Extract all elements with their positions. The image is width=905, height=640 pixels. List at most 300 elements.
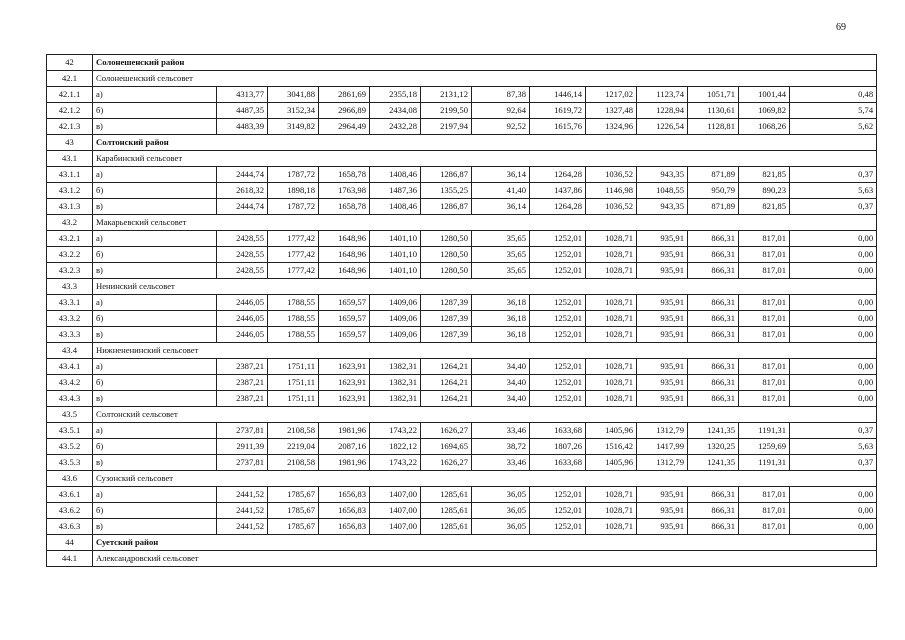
value-cell: 0,37 [790, 423, 877, 439]
value-cell: 2444,74 [217, 167, 268, 183]
value-cell: 1659,57 [319, 327, 370, 343]
row-label: в) [93, 119, 217, 135]
row-label: б) [93, 247, 217, 263]
value-cell: 1324,96 [586, 119, 637, 135]
value-cell: 1068,26 [739, 119, 790, 135]
value-cell: 1658,78 [319, 167, 370, 183]
region-header-row [47, 535, 877, 551]
value-cell: 2428,55 [217, 231, 268, 247]
value-cell: 1217,02 [586, 87, 637, 103]
value-cell: 35,65 [472, 247, 530, 263]
value-cell: 34,40 [472, 359, 530, 375]
value-cell: 1252,01 [530, 263, 586, 279]
row-code: 43.1.1 [47, 167, 93, 183]
value-cell: 41,40 [472, 183, 530, 199]
value-cell: 36,05 [472, 487, 530, 503]
value-cell: 35,65 [472, 231, 530, 247]
value-cell: 1264,21 [421, 391, 472, 407]
row-code: 43.5.2 [47, 439, 93, 455]
value-cell: 1285,61 [421, 487, 472, 503]
value-cell: 0,00 [790, 375, 877, 391]
value-cell: 1408,46 [370, 167, 421, 183]
council-title: Александровский сельсовет [93, 551, 877, 567]
value-cell: 866,31 [688, 391, 739, 407]
value-cell: 1787,72 [268, 199, 319, 215]
value-cell: 0,00 [790, 359, 877, 375]
value-cell: 1028,71 [586, 503, 637, 519]
value-cell: 2737,81 [217, 423, 268, 439]
value-cell: 817,01 [739, 247, 790, 263]
value-cell: 943,35 [637, 167, 688, 183]
council-header-row [47, 71, 877, 87]
row-code: 43.4.3 [47, 391, 93, 407]
value-cell: 821,85 [739, 199, 790, 215]
value-cell: 1788,55 [268, 295, 319, 311]
region-title: Суетский район [93, 535, 877, 551]
value-cell: 1898,18 [268, 183, 319, 199]
value-cell: 0,37 [790, 167, 877, 183]
value-cell: 3149,82 [268, 119, 319, 135]
value-cell: 0,00 [790, 311, 877, 327]
value-cell: 817,01 [739, 327, 790, 343]
value-cell: 1656,83 [319, 503, 370, 519]
value-cell: 1069,82 [739, 103, 790, 119]
value-cell: 1048,55 [637, 183, 688, 199]
value-cell: 1788,55 [268, 327, 319, 343]
value-cell: 2737,81 [217, 455, 268, 471]
region-header-row [47, 135, 877, 151]
row-code: 43.3.3 [47, 327, 93, 343]
value-cell: 935,91 [637, 503, 688, 519]
council-title: Солонешенский сельсовет [93, 71, 877, 87]
row-code: 43 [47, 135, 93, 151]
value-cell: 866,31 [688, 311, 739, 327]
council-header-row [47, 215, 877, 231]
table-row [47, 439, 877, 455]
value-cell: 1252,01 [530, 311, 586, 327]
value-cell: 1409,06 [370, 295, 421, 311]
value-cell: 1405,96 [586, 455, 637, 471]
value-cell: 1382,31 [370, 375, 421, 391]
value-cell: 866,31 [688, 487, 739, 503]
row-code: 43.3 [47, 279, 93, 295]
row-code: 43.2 [47, 215, 93, 231]
value-cell: 1437,86 [530, 183, 586, 199]
value-cell: 2441,52 [217, 503, 268, 519]
value-cell: 1401,10 [370, 231, 421, 247]
value-cell: 2387,21 [217, 359, 268, 375]
value-cell: 1417,99 [637, 439, 688, 455]
value-cell: 1287,39 [421, 295, 472, 311]
value-cell: 1036,52 [586, 167, 637, 183]
value-cell: 36,14 [472, 167, 530, 183]
value-cell: 935,91 [637, 327, 688, 343]
table-row [47, 487, 877, 503]
row-label: а) [93, 87, 217, 103]
value-cell: 34,40 [472, 375, 530, 391]
value-cell: 2428,55 [217, 247, 268, 263]
row-code: 43.1 [47, 151, 93, 167]
value-cell: 1252,01 [530, 231, 586, 247]
value-cell: 2434,08 [370, 103, 421, 119]
row-label: б) [93, 439, 217, 455]
row-code: 43.1.3 [47, 199, 93, 215]
value-cell: 34,40 [472, 391, 530, 407]
value-cell: 1146,98 [586, 183, 637, 199]
value-cell: 1623,91 [319, 391, 370, 407]
value-cell: 1633,68 [530, 455, 586, 471]
value-cell: 866,31 [688, 327, 739, 343]
value-cell: 1252,01 [530, 295, 586, 311]
value-cell: 2387,21 [217, 375, 268, 391]
value-cell: 1130,61 [688, 103, 739, 119]
council-title: Карабинский сельсовет [93, 151, 877, 167]
value-cell: 1446,14 [530, 87, 586, 103]
value-cell: 5,63 [790, 183, 877, 199]
value-cell: 2444,74 [217, 199, 268, 215]
value-cell: 1777,42 [268, 231, 319, 247]
value-cell: 1285,61 [421, 503, 472, 519]
value-cell: 1228,94 [637, 103, 688, 119]
row-code: 42.1.1 [47, 87, 93, 103]
value-cell: 1633,68 [530, 423, 586, 439]
value-cell: 1648,96 [319, 247, 370, 263]
value-cell: 1051,71 [688, 87, 739, 103]
value-cell: 2428,55 [217, 263, 268, 279]
value-cell: 87,38 [472, 87, 530, 103]
row-label: в) [93, 199, 217, 215]
value-cell: 821,85 [739, 167, 790, 183]
table-row [47, 359, 877, 375]
row-label: в) [93, 519, 217, 535]
value-cell: 1807,26 [530, 439, 586, 455]
value-cell: 2199,50 [421, 103, 472, 119]
council-header-row [47, 551, 877, 567]
table-row [47, 87, 877, 103]
value-cell: 1252,01 [530, 375, 586, 391]
value-cell: 1615,76 [530, 119, 586, 135]
table-body [47, 55, 877, 567]
value-cell: 1252,01 [530, 519, 586, 535]
table-row [47, 247, 877, 263]
value-cell: 1241,35 [688, 455, 739, 471]
row-label: в) [93, 327, 217, 343]
value-cell: 1626,27 [421, 423, 472, 439]
value-cell: 1659,57 [319, 311, 370, 327]
table-row [47, 231, 877, 247]
row-label: а) [93, 295, 217, 311]
value-cell: 35,65 [472, 263, 530, 279]
value-cell: 36,18 [472, 311, 530, 327]
row-label: а) [93, 359, 217, 375]
value-cell: 1036,52 [586, 199, 637, 215]
value-cell: 1763,98 [319, 183, 370, 199]
value-cell: 1751,11 [268, 391, 319, 407]
row-label: а) [93, 423, 217, 439]
value-cell: 0,00 [790, 263, 877, 279]
value-cell: 1327,48 [586, 103, 637, 119]
value-cell: 1401,10 [370, 247, 421, 263]
value-cell: 2964,49 [319, 119, 370, 135]
value-cell: 1252,01 [530, 327, 586, 343]
value-cell: 817,01 [739, 519, 790, 535]
value-cell: 1407,00 [370, 503, 421, 519]
value-cell: 1028,71 [586, 231, 637, 247]
value-cell: 0,00 [790, 231, 877, 247]
row-code: 43.6.3 [47, 519, 93, 535]
council-header-row [47, 343, 877, 359]
value-cell: 5,63 [790, 439, 877, 455]
value-cell: 817,01 [739, 359, 790, 375]
value-cell: 0,48 [790, 87, 877, 103]
value-cell: 2387,21 [217, 391, 268, 407]
value-cell: 1487,36 [370, 183, 421, 199]
value-cell: 1658,78 [319, 199, 370, 215]
row-label: б) [93, 503, 217, 519]
value-cell: 0,37 [790, 455, 877, 471]
table-row [47, 519, 877, 535]
council-header-row [47, 279, 877, 295]
value-cell: 1264,28 [530, 199, 586, 215]
value-cell: 935,91 [637, 263, 688, 279]
value-cell: 2446,05 [217, 295, 268, 311]
value-cell: 2087,16 [319, 439, 370, 455]
value-cell: 1241,35 [688, 423, 739, 439]
row-code: 43.4.1 [47, 359, 93, 375]
value-cell: 890,23 [739, 183, 790, 199]
value-cell: 33,46 [472, 423, 530, 439]
value-cell: 817,01 [739, 391, 790, 407]
row-code: 44.1 [47, 551, 93, 567]
value-cell: 1408,46 [370, 199, 421, 215]
value-cell: 1981,96 [319, 423, 370, 439]
value-cell: 935,91 [637, 231, 688, 247]
value-cell: 1409,06 [370, 327, 421, 343]
value-cell: 1777,42 [268, 263, 319, 279]
value-cell: 1516,42 [586, 439, 637, 455]
row-code: 43.5 [47, 407, 93, 423]
row-code: 44 [47, 535, 93, 551]
table-row [47, 391, 877, 407]
value-cell: 1409,06 [370, 311, 421, 327]
value-cell: 1312,79 [637, 423, 688, 439]
value-cell: 1259,69 [739, 439, 790, 455]
value-cell: 1001,44 [739, 87, 790, 103]
row-label: а) [93, 167, 217, 183]
value-cell: 2108,58 [268, 455, 319, 471]
row-label: в) [93, 263, 217, 279]
value-cell: 943,35 [637, 199, 688, 215]
value-cell: 866,31 [688, 519, 739, 535]
value-cell: 935,91 [637, 487, 688, 503]
value-cell: 871,89 [688, 199, 739, 215]
value-cell: 935,91 [637, 391, 688, 407]
value-cell: 866,31 [688, 231, 739, 247]
value-cell: 1028,71 [586, 519, 637, 535]
value-cell: 871,89 [688, 167, 739, 183]
value-cell: 1407,00 [370, 519, 421, 535]
value-cell: 935,91 [637, 375, 688, 391]
row-code: 42.1.2 [47, 103, 93, 119]
value-cell: 1252,01 [530, 487, 586, 503]
value-cell: 1382,31 [370, 391, 421, 407]
table-row [47, 183, 877, 199]
region-title: Солтонский район [93, 135, 877, 151]
value-cell: 1787,72 [268, 167, 319, 183]
value-cell: 1286,87 [421, 199, 472, 215]
value-cell: 1785,67 [268, 487, 319, 503]
region-header-row [47, 55, 877, 71]
table-row [47, 119, 877, 135]
council-title: Сузонский сельсовет [93, 471, 877, 487]
table-row [47, 423, 877, 439]
table-row [47, 503, 877, 519]
table-row [47, 327, 877, 343]
value-cell: 935,91 [637, 359, 688, 375]
value-cell: 1382,31 [370, 359, 421, 375]
value-cell: 866,31 [688, 247, 739, 263]
value-cell: 1286,87 [421, 167, 472, 183]
value-cell: 1777,42 [268, 247, 319, 263]
value-cell: 1028,71 [586, 295, 637, 311]
row-code: 43.6.2 [47, 503, 93, 519]
row-code: 43.5.3 [47, 455, 93, 471]
value-cell: 1788,55 [268, 311, 319, 327]
value-cell: 2219,04 [268, 439, 319, 455]
value-cell: 1320,25 [688, 439, 739, 455]
row-code: 43.4.2 [47, 375, 93, 391]
value-cell: 36,18 [472, 295, 530, 311]
value-cell: 1028,71 [586, 311, 637, 327]
value-cell: 817,01 [739, 231, 790, 247]
council-title: Солтонский сельсовет [93, 407, 877, 423]
value-cell: 0,00 [790, 519, 877, 535]
value-cell: 1028,71 [586, 247, 637, 263]
value-cell: 1264,21 [421, 375, 472, 391]
value-cell: 817,01 [739, 263, 790, 279]
row-code: 42.1.3 [47, 119, 93, 135]
value-cell: 866,31 [688, 503, 739, 519]
value-cell: 1648,96 [319, 231, 370, 247]
value-cell: 1822,12 [370, 439, 421, 455]
value-cell: 2108,58 [268, 423, 319, 439]
value-cell: 1312,79 [637, 455, 688, 471]
value-cell: 4483,39 [217, 119, 268, 135]
value-cell: 1123,74 [637, 87, 688, 103]
value-cell: 1028,71 [586, 375, 637, 391]
value-cell: 5,74 [790, 103, 877, 119]
row-code: 43.4 [47, 343, 93, 359]
value-cell: 2131,12 [421, 87, 472, 103]
row-label: б) [93, 311, 217, 327]
value-cell: 1280,50 [421, 263, 472, 279]
value-cell: 1191,31 [739, 455, 790, 471]
value-cell: 1623,91 [319, 359, 370, 375]
value-cell: 1401,10 [370, 263, 421, 279]
value-cell: 1280,50 [421, 247, 472, 263]
council-header-row [47, 471, 877, 487]
value-cell: 0,00 [790, 391, 877, 407]
page-number: 69 [836, 22, 846, 33]
value-cell: 5,62 [790, 119, 877, 135]
council-header-row [47, 407, 877, 423]
council-title: Макарьевский сельсовет [93, 215, 877, 231]
value-cell: 1626,27 [421, 455, 472, 471]
value-cell: 1028,71 [586, 263, 637, 279]
value-cell: 866,31 [688, 375, 739, 391]
value-cell: 1252,01 [530, 503, 586, 519]
row-code: 43.3.1 [47, 295, 93, 311]
value-cell: 4313,77 [217, 87, 268, 103]
row-code: 43.5.1 [47, 423, 93, 439]
table-row [47, 311, 877, 327]
value-cell: 1280,50 [421, 231, 472, 247]
value-cell: 817,01 [739, 311, 790, 327]
value-cell: 2441,52 [217, 519, 268, 535]
value-cell: 3152,34 [268, 103, 319, 119]
row-code: 43.2.2 [47, 247, 93, 263]
tariff-table [46, 54, 877, 567]
value-cell: 1264,21 [421, 359, 472, 375]
value-cell: 2441,52 [217, 487, 268, 503]
value-cell: 817,01 [739, 503, 790, 519]
value-cell: 0,00 [790, 247, 877, 263]
row-label: б) [93, 103, 217, 119]
value-cell: 935,91 [637, 247, 688, 263]
row-label: а) [93, 487, 217, 503]
value-cell: 1287,39 [421, 311, 472, 327]
value-cell: 1028,71 [586, 487, 637, 503]
row-label: б) [93, 183, 217, 199]
value-cell: 2355,18 [370, 87, 421, 103]
value-cell: 1656,83 [319, 519, 370, 535]
region-title: Солонешенский район [93, 55, 877, 71]
value-cell: 1287,39 [421, 327, 472, 343]
value-cell: 2446,05 [217, 311, 268, 327]
value-cell: 950,79 [688, 183, 739, 199]
row-code: 43.2.3 [47, 263, 93, 279]
value-cell: 1191,31 [739, 423, 790, 439]
table-row [47, 167, 877, 183]
value-cell: 2911,39 [217, 439, 268, 455]
value-cell: 1252,01 [530, 391, 586, 407]
value-cell: 2861,69 [319, 87, 370, 103]
value-cell: 92,64 [472, 103, 530, 119]
council-title: Нижнененинский сельсовет [93, 343, 877, 359]
row-code: 42.1 [47, 71, 93, 87]
value-cell: 1743,22 [370, 455, 421, 471]
value-cell: 38,72 [472, 439, 530, 455]
table-row [47, 455, 877, 471]
value-cell: 1619,72 [530, 103, 586, 119]
row-code: 42 [47, 55, 93, 71]
row-label: в) [93, 391, 217, 407]
value-cell: 866,31 [688, 263, 739, 279]
value-cell: 2966,89 [319, 103, 370, 119]
value-cell: 0,00 [790, 503, 877, 519]
value-cell: 36,05 [472, 503, 530, 519]
value-cell: 3041,88 [268, 87, 319, 103]
row-code: 43.2.1 [47, 231, 93, 247]
value-cell: 1028,71 [586, 391, 637, 407]
value-cell: 1405,96 [586, 423, 637, 439]
value-cell: 0,00 [790, 295, 877, 311]
value-cell: 33,46 [472, 455, 530, 471]
value-cell: 1694,65 [421, 439, 472, 455]
value-cell: 2618,32 [217, 183, 268, 199]
value-cell: 2197,94 [421, 119, 472, 135]
value-cell: 1226,54 [637, 119, 688, 135]
